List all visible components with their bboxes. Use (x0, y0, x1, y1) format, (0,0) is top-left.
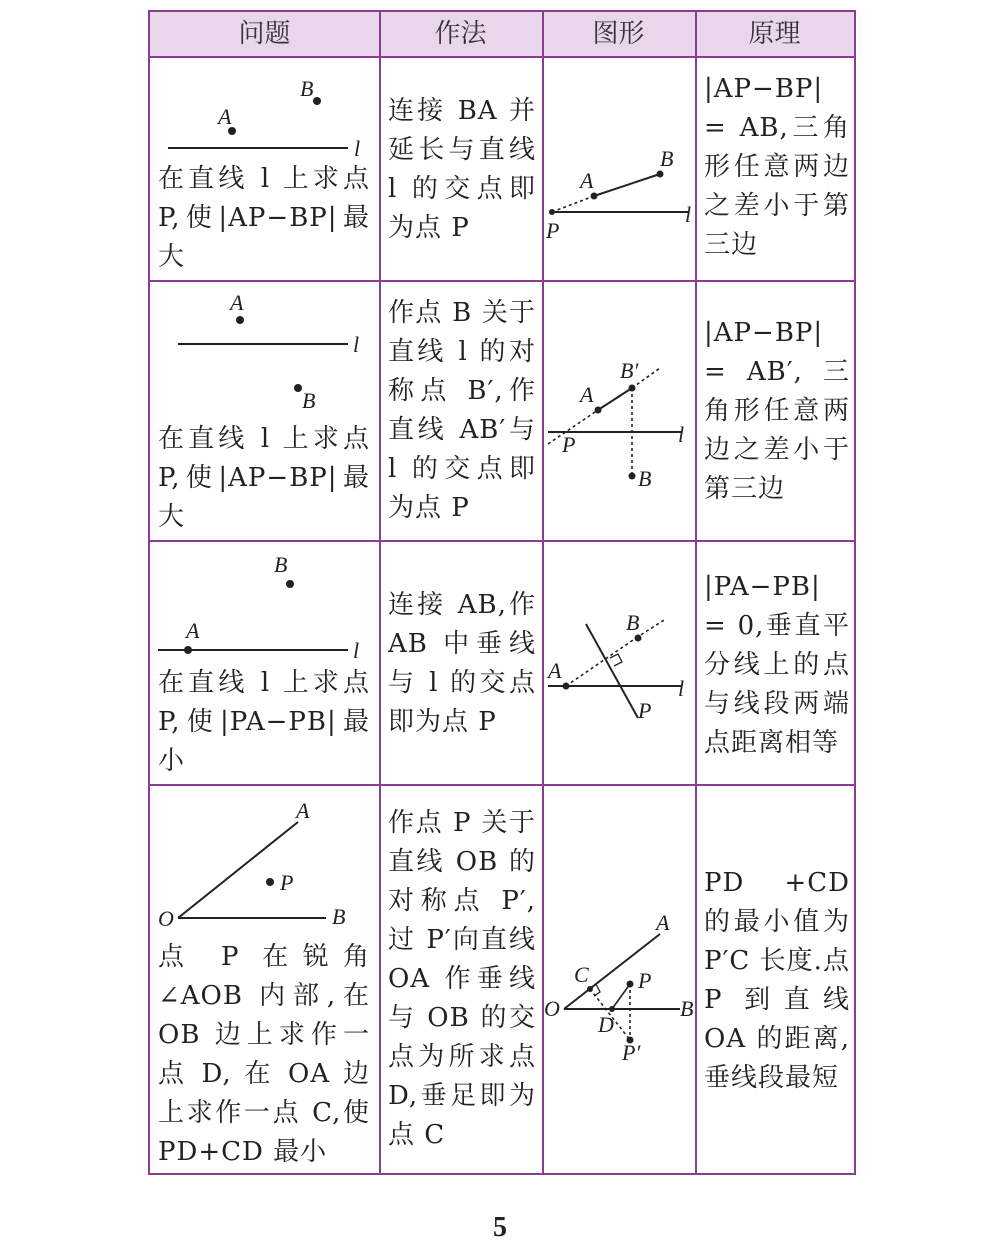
col-divider (379, 12, 381, 1173)
row2-problem-figure (150, 280, 379, 420)
page-number: 5 (493, 1212, 507, 1243)
label-P: P (638, 968, 652, 993)
label-O: O (158, 906, 174, 931)
row1-problem-figure (150, 56, 379, 176)
label-A: A (230, 290, 244, 315)
label-B-prime: B′ (620, 358, 639, 383)
label-O: O (544, 996, 560, 1021)
label-P-prime: P′ (622, 1040, 641, 1065)
label-P: P (280, 870, 294, 895)
label-A: A (218, 104, 232, 129)
row3-problem: 在直线 l 上求点 P,使|PA−PB|最小 (158, 668, 370, 776)
row1-problem: 在直线 l 上求点 P,使|AP−BP|最大 (158, 164, 370, 272)
row4-figure (542, 784, 695, 1177)
header-figure: 图形 (592, 19, 645, 49)
label-l: l (354, 136, 361, 161)
row1-figure (542, 56, 695, 280)
row1-principle: |AP−BP| = AB,三角形任意两边之差小于第三边 (704, 74, 850, 260)
row3-figure (542, 540, 695, 784)
row4-problem-figure (150, 784, 379, 934)
label-B: B (626, 610, 640, 635)
row1-method: 连接 BA 并延长与直线 l 的交点即为点 P (388, 96, 536, 243)
row2-problem: 在直线 l 上求点 P,使|AP−BP|最大 (158, 424, 370, 532)
label-B: B (680, 996, 694, 1021)
label-B: B (332, 904, 346, 929)
label-A: A (186, 618, 200, 643)
label-B: B (660, 146, 674, 171)
label-A: A (580, 382, 594, 407)
label-C: C (574, 962, 589, 987)
label-l: l (353, 332, 360, 357)
label-P: P (562, 432, 576, 457)
label-P: P (638, 698, 652, 723)
label-l: l (353, 638, 360, 663)
label-P: P (546, 218, 560, 243)
label-l: l (685, 202, 692, 227)
row4-method: 作点 P 关于直线 OB 的对称点 P′,过 P′向直线 OA 作垂线与 OB 的交点为所求点 D,垂足即为点 C (388, 808, 536, 1150)
label-D: D (598, 1012, 614, 1037)
row2-figure (542, 280, 695, 540)
header-principle: 原理 (748, 19, 801, 49)
label-A: A (580, 168, 594, 193)
label-l: l (678, 676, 685, 701)
row3-problem-figure (150, 540, 379, 662)
principles-table (148, 10, 856, 1175)
label-B: B (300, 76, 314, 101)
row4-problem: 点 P 在锐角∠AOB 内部,在 OB 边上求作一点 D, 在 OA 边上求作一点 C,使 PD+CD 最小 (158, 942, 370, 1167)
label-B: B (638, 466, 652, 491)
row3-principle: |PA−PB| = 0,垂直平分线上的点与线段两端点距离相等 (704, 572, 850, 758)
header-method: 作法 (434, 19, 487, 49)
label-A: A (656, 910, 670, 935)
header-problem: 问题 (238, 19, 291, 49)
row4-principle: PD +CD 的最小值为 P′C 长度.点 P 到直线 OA 的距离,垂线段最短 (704, 868, 850, 1093)
label-A: A (296, 798, 310, 823)
label-l: l (678, 422, 685, 447)
col-divider (695, 12, 697, 1173)
row2-method: 作点 B 关于直线 l 的对称点 B′,作直线 AB′与 l 的交点即为点 P (388, 298, 536, 523)
label-A: A (548, 658, 562, 683)
row3-method: 连接 AB,作 AB 中垂线与 l 的交点即为点 P (388, 590, 536, 737)
row2-principle: |AP−BP| = AB′, 三角形任意两边之差小于第三边 (704, 318, 850, 504)
label-B: B (274, 552, 288, 577)
label-B: B (302, 388, 316, 413)
